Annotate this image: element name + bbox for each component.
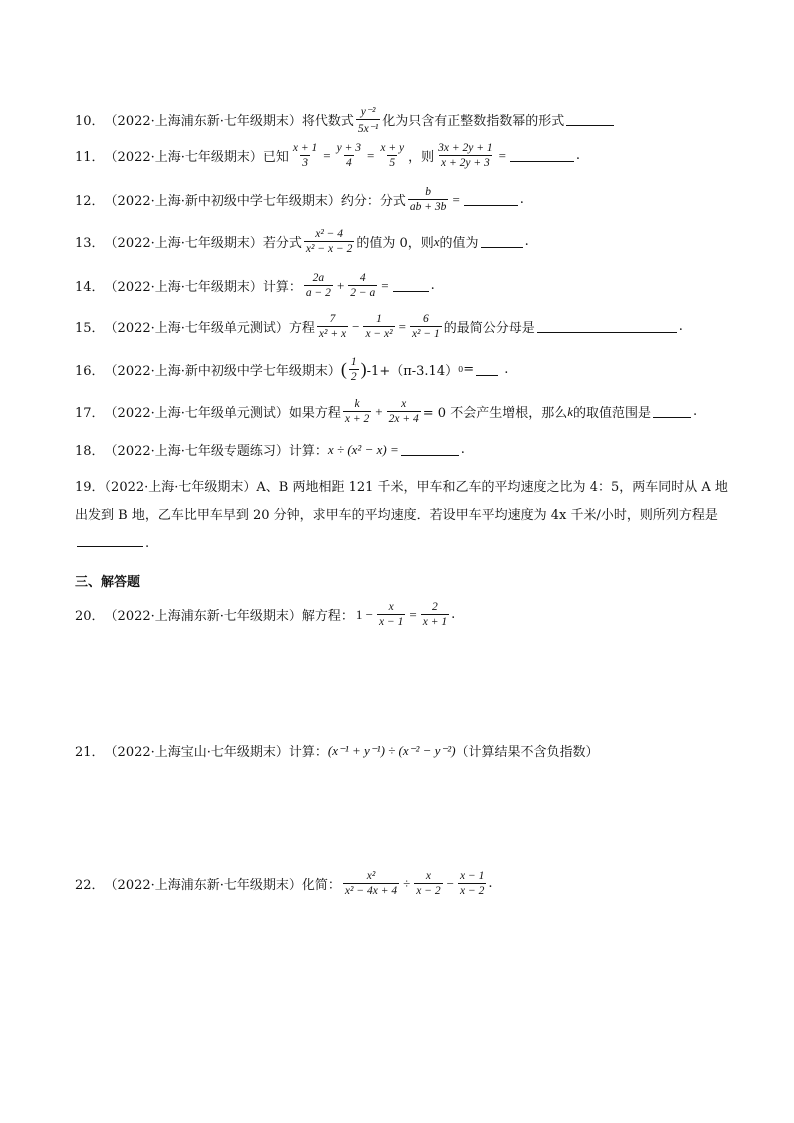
question-13: 13． （2022·上海·七年级期末） 若分式 $\frac{\text{x² − 4}}{\text{x² − x − 2}}$ 的值为 0，则 x 的值为 . <box>75 228 529 255</box>
answer-blank[interactable] <box>510 149 574 162</box>
question-21: 21． （2022·上海宝山·七年级期末） 计算： (x⁻¹ + y⁻¹) ÷ (x⁻² − y⁻²) （计算结果不含负指数） <box>75 742 599 760</box>
question-11: 11． （2022·上海·七年级期末） 已知 $\frac{x + 1}{3}$ = $\frac{y + 3}{4}$ = $\frac{x + y}{5}$ ，则 $\frac{3x + 2y + 1}{x + 2y + 3}$ = . <box>75 142 581 169</box>
fraction: $\frac{3x + 2y + 1}{x + 2y + 3}$ <box>438 142 493 169</box>
question-17: 17． （2022·上海·七年级单元测试） 如果方程 $\frac{k}{x + 2}$ + $\frac{x}{2x + 4}$ = 0 不会产生增根，那么 k 的取值范围是 . <box>75 398 698 425</box>
question-22: 22． （2022·上海浦东新·七年级期末） 化简： $\frac{\text{x²}}{\text{x² − 4x + 4}}$ ÷ $\frac{x}{x - 2}$ − $\frac{x - 1}{x - 2}$ . <box>75 870 493 897</box>
fraction: $\frac{\text{y⁻²}}{\text{5x⁻¹}}$ <box>357 106 379 135</box>
question-10: 10． （2022·上海浦东新·七年级期末） 将代数式 $\frac{\text{y⁻²}}{\text{5x⁻¹}}$ 化为只含有正整数指数幂的形式 <box>75 104 616 135</box>
answer-blank[interactable] <box>77 534 143 547</box>
fraction: $\frac{7}{\text{x² + x}}$ <box>318 313 347 340</box>
fraction: $\frac{x + 1}{3}$ <box>292 142 318 169</box>
answer-blank[interactable] <box>537 320 677 333</box>
fraction: $\frac{b}{ab + 3b}$ <box>409 186 447 213</box>
question-20: 20． （2022·上海浦东新·七年级期末） 解方程： 1 − $\frac{x}{x - 1}$ = $\frac{2}{x + 1}$ . <box>75 601 456 628</box>
question-19: 19．（2022·上海·七年级期末）A、B 两地相距 121 千米，甲车和乙车的平均速度之比为 4：5，两车同时从 A 地出发到 B 地，乙车比甲车早到 20 分钟，求甲车的平均速度．若设甲车平均速度为 4x 千米/小时，则所列方程是. <box>75 480 728 551</box>
fraction: $\frac{x - 1}{x - 2}$ <box>459 870 485 897</box>
section-heading: 三、解答题 <box>75 575 141 590</box>
fraction: $\frac{4}{2 - a}$ <box>350 272 376 299</box>
fraction: $\frac{\text{x²}}{\text{x² − 4x + 4}}$ <box>344 870 398 897</box>
question-12: 12． （2022·上海·新中初级中学七年级期末） 约分：分式 $\frac{b}{ab + 3b}$ = . <box>75 186 524 213</box>
fraction: $\frac{y + 3}{4}$ <box>336 142 362 169</box>
answer-blank[interactable] <box>653 405 691 418</box>
answer-blank[interactable] <box>464 193 518 206</box>
fraction: $\frac{2a}{a - 2}$ <box>305 272 331 299</box>
fraction: $\frac{1}{2}$ <box>350 356 357 383</box>
answer-blank[interactable] <box>566 113 614 126</box>
question-15: 15． （2022·上海·七年级单元测试） 方程 $\frac{7}{\text{x² + x}}$ − $\frac{1}{\text{x − x²}}$ = $\frac{6}{\text{x² − 1}}$ 的最简公分母是 . <box>75 313 683 340</box>
fraction: $\frac{1}{\text{x − x²}}$ <box>365 313 393 340</box>
answer-blank[interactable] <box>401 443 459 456</box>
answer-blank[interactable] <box>481 235 523 248</box>
fraction: $\frac{k}{x + 2}$ <box>344 398 370 425</box>
fraction: $\frac{x}{x - 1}$ <box>379 601 404 628</box>
answer-blank[interactable] <box>393 279 429 292</box>
question-16: 16． （2022·上海·新中初级中学七年级期末） ( $\frac{1}{2}$ ) -1+（π-3.14） 0 = . <box>75 356 509 383</box>
fraction: $\frac{x}{2x + 4}$ <box>388 398 419 425</box>
fraction: $\frac{x}{x - 2}$ <box>416 870 441 897</box>
answer-blank[interactable] <box>476 363 498 376</box>
fraction: $\frac{6}{\text{x² − 1}}$ <box>411 313 440 340</box>
fraction: $\frac{x + y}{5}$ <box>380 142 405 169</box>
question-18: 18． （2022·上海·七年级专题练习） 计算： x ÷ (x² − x) = . <box>75 441 465 459</box>
fraction: $\frac{\text{x² − 4}}{\text{x² − x − 2}}$ <box>305 228 353 255</box>
fraction: $\frac{2}{x + 1}$ <box>422 601 448 628</box>
question-14: 14． （2022·上海·七年级期末） 计算： $\frac{2a}{a - 2}$ + $\frac{4}{2 - a}$ = . <box>75 272 435 299</box>
